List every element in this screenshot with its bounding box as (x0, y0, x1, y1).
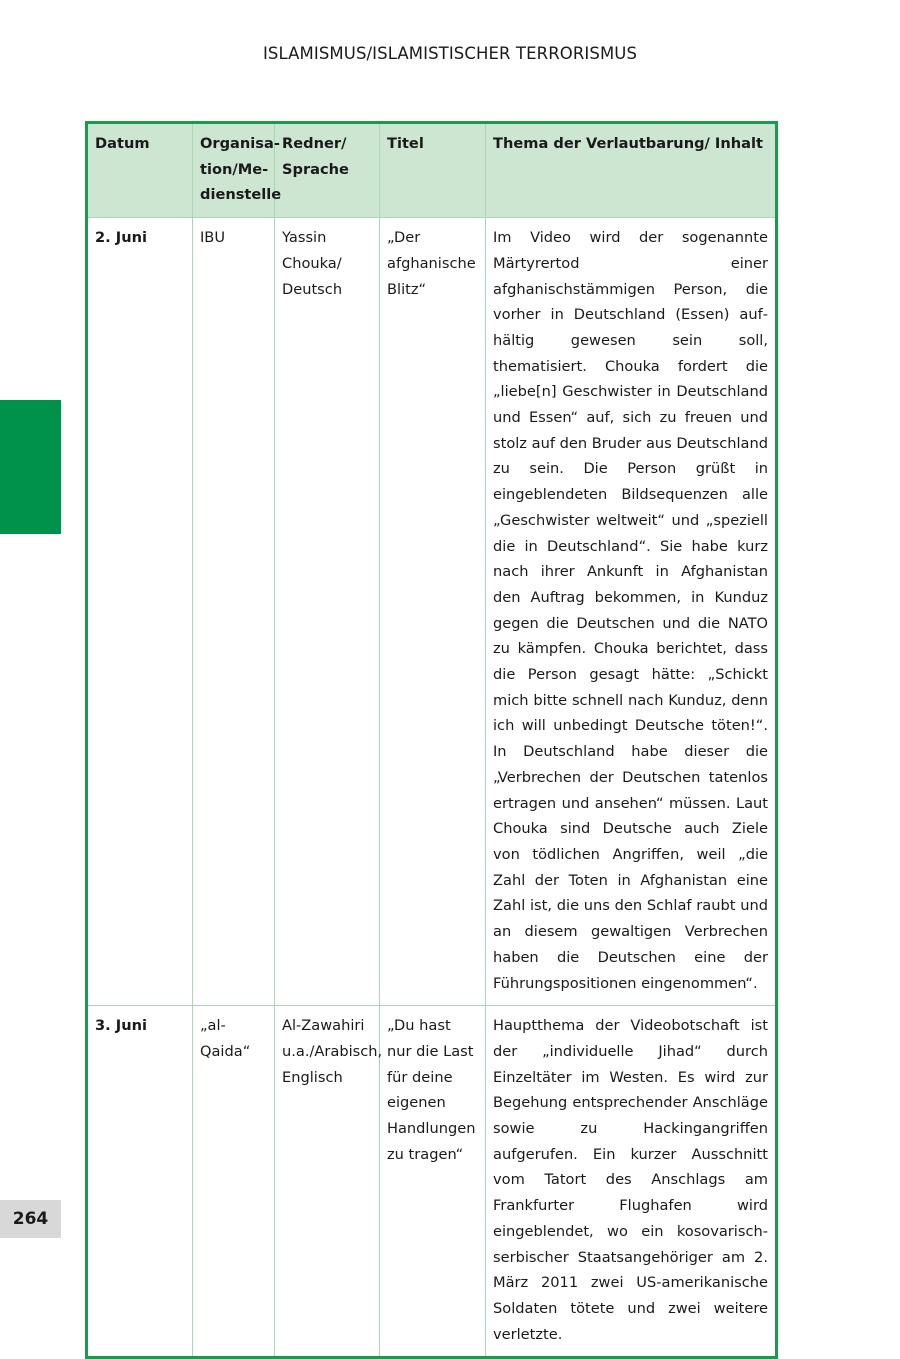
running-header: ISLAMISMUS/ISLAMISTISCHER TERRORISMUS (262, 44, 638, 63)
cell-content: Im Video wird der sogenannte Märtyrertod einer afghanischstämmigen Person, die vorher in Deutschland (Essen) aufhältig gewesen sein soll, thematisiert. Chouka fordert die „liebe[n] Geschwister in Deutschland und Essen“ auf, sich zu freuen und stolz auf den Bruder aus Deutschland zu sein. Die Person grüßt in eingeblendeten Bildsequenzen alle „Geschwister weltweit“ und „speziell die in Deutschland“. Sie habe kurz nach ihrer Ankunft in Afghanistan den Auftrag bekommen, in Kunduz gegen die Deutschen und die NATO zu kämpfen. Chouka berichtet, dass die Person gesagt hätte: „Schickt mich bitte schnell nach Kunduz, denn ich will unbedingt Deutsche töten!“. In Deutschland habe dieser die „Verbrechen der Deutschen tatenlos ertragen und ansehen“ müssen. Laut Chouka sind Deutsche auch Ziele von tödlichen Angriffen, weil „die Zahl der Toten in Afghanistan eine Zahl ist, die uns den Schlaf raubt und an diesem gewaltigen Verbrechen haben die Deutschen eine der Führungspositionen eingenommen“. (486, 218, 777, 1006)
cell-date: 2. Juni (87, 218, 193, 1006)
header-datum: Datum (87, 123, 193, 218)
table-row (87, 1006, 777, 1358)
cell-organisation: IBU (193, 218, 275, 1006)
cell-date: 3. Juni (87, 1006, 193, 1358)
page-number: 264 (0, 1200, 61, 1238)
chapter-side-tab (0, 400, 61, 534)
cell-speaker: Yassin Chouka/ Deutsch (275, 218, 380, 1006)
header-organisation: Organisation/Medienstelle (193, 123, 275, 218)
cell-title: „Der afghanische Blitz“ (380, 218, 486, 1006)
statements-table (85, 121, 778, 1359)
cell-speaker: Al-Zawahiri u.a./Arabisch, Englisch (275, 1006, 380, 1358)
header-redner-sprache: Redner/ Sprache (275, 123, 380, 218)
cell-title: „Du hast nur die Last für deine eigenen Handlungen zu tragen“ (380, 1006, 486, 1358)
cell-organisation: „al-Qaida“ (193, 1006, 275, 1358)
table-header-row (87, 123, 777, 218)
table-row (87, 218, 777, 1006)
cell-content: Hauptthema der Videobotschaft ist der „individuelle Jihad“ durch Einzeltäter im Westen. Es wird zur Begehung entsprechender Anschläge sowie zu Hackingangriffen aufgerufen. Ein kurzer Ausschnitt vom Tatort des Anschlags am Frankfurter Flughafen wird eingeblendet, wo ein kosovarisch-serbischer Staatsangehöriger am 2. März 2011 zwei US-amerikanische Soldaten tötete und zwei weitere verletzte. (486, 1006, 777, 1358)
header-titel: Titel (380, 123, 486, 218)
header-thema-inhalt: Thema der Verlautbarung/ Inhalt (486, 123, 777, 218)
